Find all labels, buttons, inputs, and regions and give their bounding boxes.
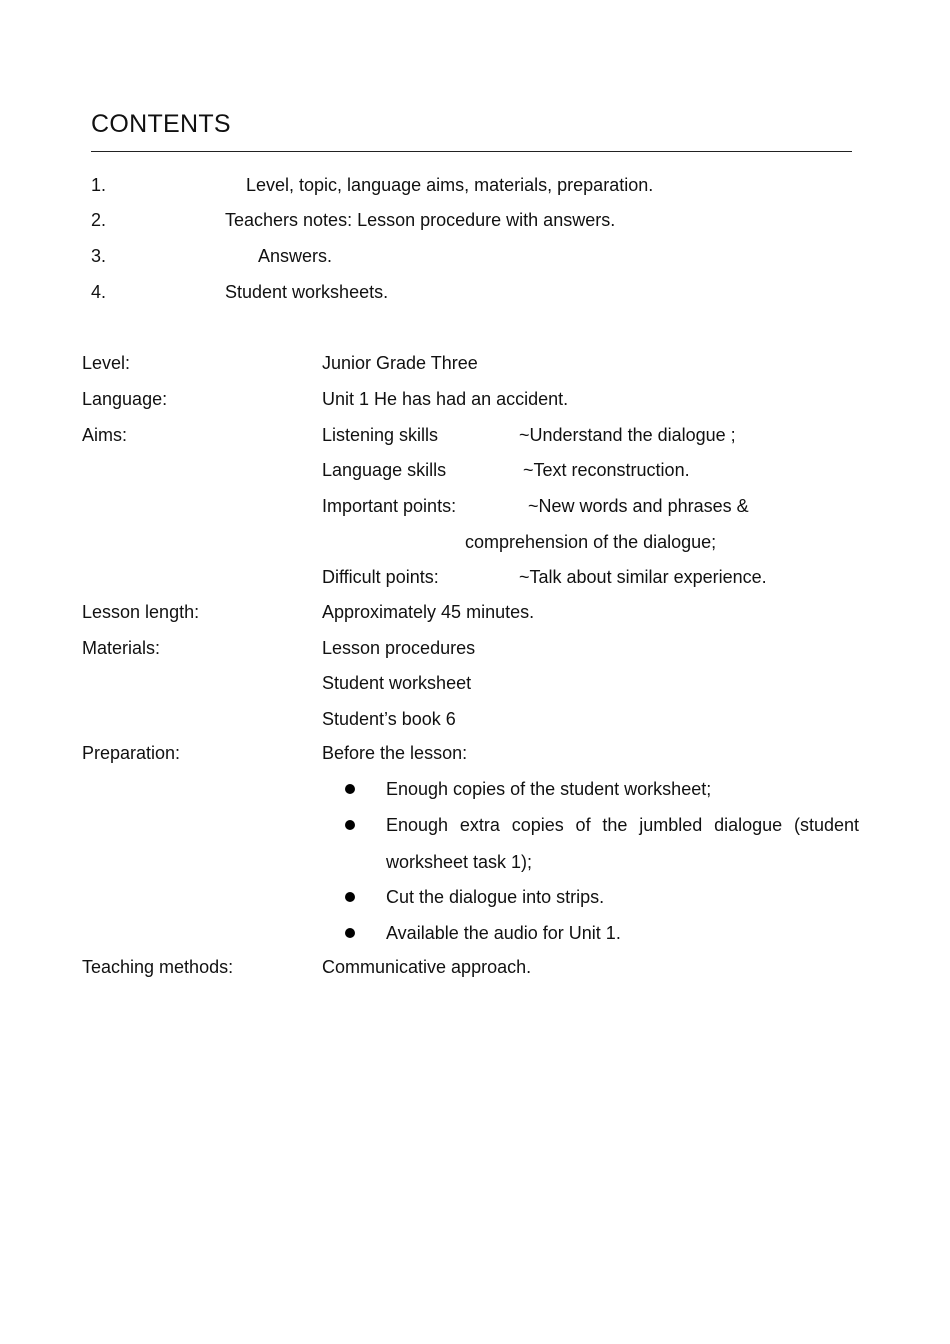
- level-label: Level:: [82, 353, 131, 373]
- preparation-bullet: Available the audio for Unit 1.: [386, 923, 621, 943]
- aims-label: Aims:: [82, 425, 127, 445]
- aim-description: ~New words and phrases &: [528, 496, 749, 516]
- aim-skill: Important points:: [322, 496, 457, 516]
- toc-text: Level, topic, language aims, materials, preparation.: [246, 175, 654, 195]
- teaching-methods-label: Teaching methods:: [82, 957, 234, 977]
- bullet-dot: [345, 820, 355, 830]
- bullet-dot: [345, 784, 355, 794]
- level-value: Junior Grade Three: [322, 353, 478, 373]
- bullet-dot: [345, 892, 355, 902]
- toc-text: Answers.: [258, 246, 333, 266]
- toc-number: 3.: [91, 246, 107, 266]
- aim-skill: Language skills: [322, 460, 447, 480]
- toc-number: 4.: [91, 282, 107, 302]
- toc-number: 2.: [91, 210, 107, 230]
- aim-skill: Listening skills: [322, 425, 439, 445]
- teaching-methods-value: Communicative approach.: [322, 957, 532, 977]
- materials-item: Lesson procedures: [322, 638, 476, 658]
- toc-text: Student worksheets.: [225, 282, 389, 302]
- preparation-intro: Before the lesson:: [322, 743, 468, 763]
- aim-description: ~Text reconstruction.: [523, 460, 690, 480]
- aim-description: ~Talk about similar experience.: [519, 567, 767, 587]
- lesson-length-label: Lesson length:: [82, 602, 200, 622]
- preparation-bullet-continued: worksheet task 1);: [386, 852, 533, 872]
- aim-skill: Difficult points:: [322, 567, 439, 587]
- language-value: Unit 1 He has had an accident.: [322, 389, 569, 409]
- aim-description: ~Understand the dialogue ;: [519, 425, 736, 445]
- preparation-bullet: Enough extra copies of the jumbled dialogue (student: [386, 815, 859, 835]
- bullet-dot: [345, 928, 355, 938]
- aim-description-continued: comprehension of the dialogue;: [465, 532, 717, 552]
- materials-item: Student’s book 6: [322, 709, 456, 729]
- language-label: Language:: [82, 389, 168, 409]
- heading-divider: [91, 151, 852, 152]
- materials-item: Student worksheet: [322, 673, 472, 693]
- preparation-bullet: Enough copies of the student worksheet;: [386, 779, 712, 799]
- materials-label: Materials:: [82, 638, 161, 658]
- lesson-length-value: Approximately 45 minutes.: [322, 602, 535, 622]
- toc-text: Teachers notes: Lesson procedure with answers.: [225, 210, 616, 230]
- toc-number: 1.: [91, 175, 107, 195]
- preparation-bullet: Cut the dialogue into strips.: [386, 887, 605, 907]
- contents-heading: CONTENTS: [91, 110, 231, 138]
- preparation-label: Preparation:: [82, 743, 181, 763]
